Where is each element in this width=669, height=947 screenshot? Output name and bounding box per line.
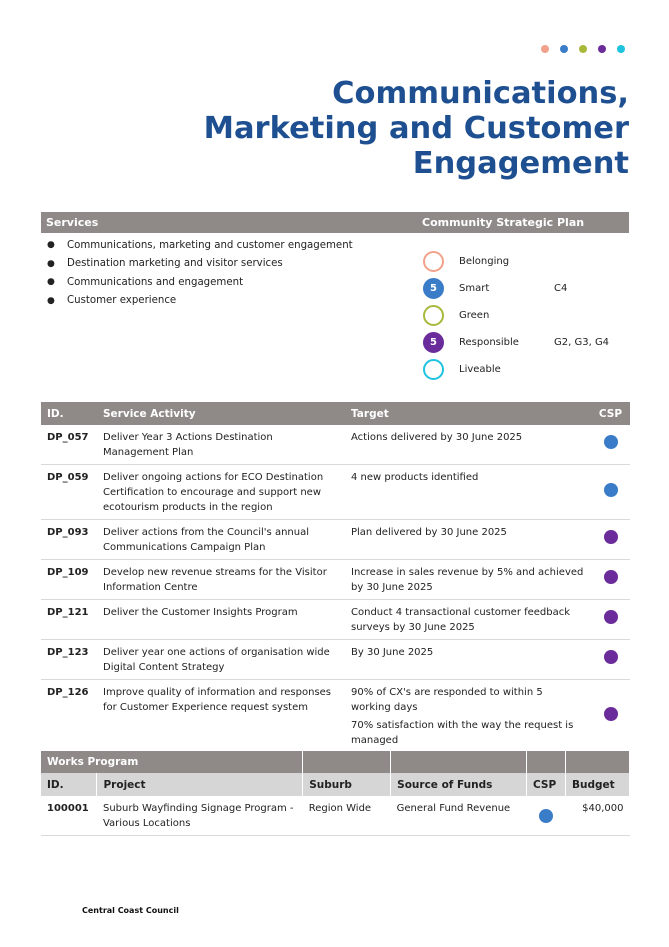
service-item — [41, 255, 381, 274]
table-row — [41, 796, 630, 836]
service-item — [41, 236, 381, 255]
target-text: 90% of CX's are responded to within 5 working days — [351, 687, 543, 713]
table-row — [41, 425, 630, 465]
csp-dot-icon — [604, 435, 618, 449]
bullet-icon: ● — [47, 295, 55, 306]
csp-theme-circle-icon — [423, 305, 444, 326]
csp-theme-smart — [423, 275, 629, 302]
works-title: Works Program — [41, 751, 303, 773]
csp-theme-circle-icon: 5 — [423, 278, 444, 299]
csp-theme-codes: G2, G3, G4 — [554, 337, 610, 348]
works-program-table — [41, 751, 630, 836]
activity-csp — [591, 680, 630, 753]
activity-description: Deliver actions from the Council's annual Communications Campaign Plan — [97, 520, 345, 560]
activity-csp — [591, 520, 630, 560]
works-col-project: Project — [97, 773, 303, 796]
works-header-row — [41, 773, 630, 796]
col-header-csp: CSP — [591, 402, 630, 425]
page-title — [149, 76, 629, 181]
title-line: Marketing and Customer — [203, 111, 629, 146]
activity-description: Deliver Year 3 Actions Destination Management Plan — [97, 425, 345, 465]
services-header: Services — [46, 216, 99, 229]
works-budget: $40,000 — [565, 796, 629, 836]
activity-id: DP_093 — [41, 520, 97, 560]
bullet-icon: ● — [47, 258, 55, 269]
works-csp — [527, 796, 566, 836]
csp-theme-name: Responsible — [459, 337, 519, 348]
activity-description: Deliver ongoing actions for ECO Destination Certification to encourage and support new ecotourism products in the region — [97, 465, 345, 520]
works-rows — [41, 796, 630, 836]
csp-theme-circle-icon — [423, 359, 444, 380]
decorative-dot — [560, 45, 568, 53]
table-row — [41, 680, 630, 753]
csp-theme-circle-icon: 5 — [423, 332, 444, 353]
service-item — [41, 273, 381, 292]
title-line: Communications, — [332, 76, 629, 111]
target-text: Conduct 4 transactional customer feedback surveys by 30 June 2025 — [351, 607, 571, 633]
target-text: Increase in sales revenue by 5% and achieved by 30 June 2025 — [351, 567, 584, 593]
csp-theme-responsible — [423, 329, 629, 356]
services-list — [41, 236, 381, 310]
title-line: Engagement — [412, 146, 629, 181]
services-header-bar — [41, 212, 629, 233]
works-suburb: Region Wide — [303, 796, 391, 836]
csp-theme-liveable — [423, 356, 629, 383]
activity-csp — [591, 560, 630, 600]
activity-csp — [591, 425, 630, 465]
activity-csp — [591, 640, 630, 680]
decorative-dot — [579, 45, 587, 53]
activity-target — [345, 680, 591, 753]
service-item-label: Communications and engagement — [67, 276, 244, 288]
activity-rows — [41, 425, 630, 753]
works-title-spacer — [391, 751, 527, 773]
activity-id: DP_123 — [41, 640, 97, 680]
decorative-dot — [617, 45, 625, 53]
table-row — [41, 640, 630, 680]
csp-theme-green — [423, 302, 629, 329]
service-item-label: Communications, marketing and customer engagement — [67, 239, 353, 251]
works-title-spacer — [303, 751, 391, 773]
works-title-spacer — [565, 751, 629, 773]
decorative-dot — [598, 45, 606, 53]
csp-theme-name: Green — [459, 310, 490, 321]
table-row — [41, 560, 630, 600]
bullet-icon: ● — [47, 240, 55, 251]
works-funds: General Fund Revenue — [391, 796, 527, 836]
activity-id: DP_109 — [41, 560, 97, 600]
csp-header: Community Strategic Plan — [422, 216, 585, 229]
csp-dot-icon — [604, 530, 618, 544]
activity-id: DP_059 — [41, 465, 97, 520]
works-col-suburb: Suburb — [303, 773, 391, 796]
works-col-csp: CSP — [527, 773, 566, 796]
activity-id: DP_121 — [41, 600, 97, 640]
csp-theme-name: Smart — [459, 283, 490, 294]
service-item-label: Customer experience — [67, 295, 177, 307]
works-col-funds: Source of Funds — [391, 773, 527, 796]
activity-description: Improve quality of information and responses for Customer Experience request system — [97, 680, 345, 753]
col-header-activity: Service Activity — [97, 402, 345, 425]
csp-theme-name: Liveable — [459, 364, 501, 375]
target-text: 4 new products identified — [351, 472, 479, 483]
works-title-row — [41, 751, 630, 773]
target-text: Actions delivered by 30 June 2025 — [351, 432, 523, 443]
works-project: Suburb Wayfinding Signage Program - Various Locations — [97, 796, 303, 836]
table-row — [41, 600, 630, 640]
decorative-dot — [541, 45, 549, 53]
target-text: By 30 June 2025 — [351, 647, 434, 658]
csp-theme-belonging — [423, 248, 629, 275]
services-section — [41, 212, 629, 375]
col-header-target: Target — [345, 402, 591, 425]
csp-dot-icon — [604, 650, 618, 664]
activity-id: DP_057 — [41, 425, 97, 465]
csp-dot-icon — [604, 483, 618, 497]
footer-organisation: Central Coast Council — [82, 906, 179, 915]
csp-theme-circle-icon — [423, 251, 444, 272]
table-row — [41, 520, 630, 560]
activity-csp — [591, 600, 630, 640]
activity-id: DP_126 — [41, 680, 97, 753]
service-item — [41, 292, 381, 311]
table-row — [41, 465, 630, 520]
csp-dot-icon — [604, 570, 618, 584]
activity-target — [345, 560, 591, 600]
table-header-row — [41, 402, 630, 425]
service-activity-table — [41, 402, 630, 753]
works-col-id: ID. — [41, 773, 97, 796]
target-text: Plan delivered by 30 June 2025 — [351, 527, 507, 538]
csp-theme-codes: C4 — [554, 283, 568, 294]
activity-target — [345, 465, 591, 520]
works-id: 100001 — [41, 796, 97, 836]
csp-dot-icon — [604, 707, 618, 721]
activity-target — [345, 640, 591, 680]
bullet-icon: ● — [47, 277, 55, 288]
decorative-dots — [541, 45, 625, 53]
activity-csp — [591, 465, 630, 520]
csp-dot-icon — [539, 809, 553, 823]
activity-description: Develop new revenue streams for the Visitor Information Centre — [97, 560, 345, 600]
service-item-label: Destination marketing and visitor services — [67, 258, 283, 270]
works-col-budget: Budget — [565, 773, 629, 796]
activity-description: Deliver year one actions of organisation wide Digital Content Strategy — [97, 640, 345, 680]
csp-theme-list — [423, 248, 629, 383]
activity-target — [345, 600, 591, 640]
csp-dot-icon — [604, 610, 618, 624]
activity-target — [345, 425, 591, 465]
activity-target — [345, 520, 591, 560]
target-text: 70% satisfaction with the way the request is managed — [351, 720, 574, 746]
works-title-spacer — [527, 751, 566, 773]
activity-description: Deliver the Customer Insights Program — [97, 600, 345, 640]
csp-theme-name: Belonging — [459, 256, 510, 267]
col-header-id: ID. — [41, 402, 97, 425]
